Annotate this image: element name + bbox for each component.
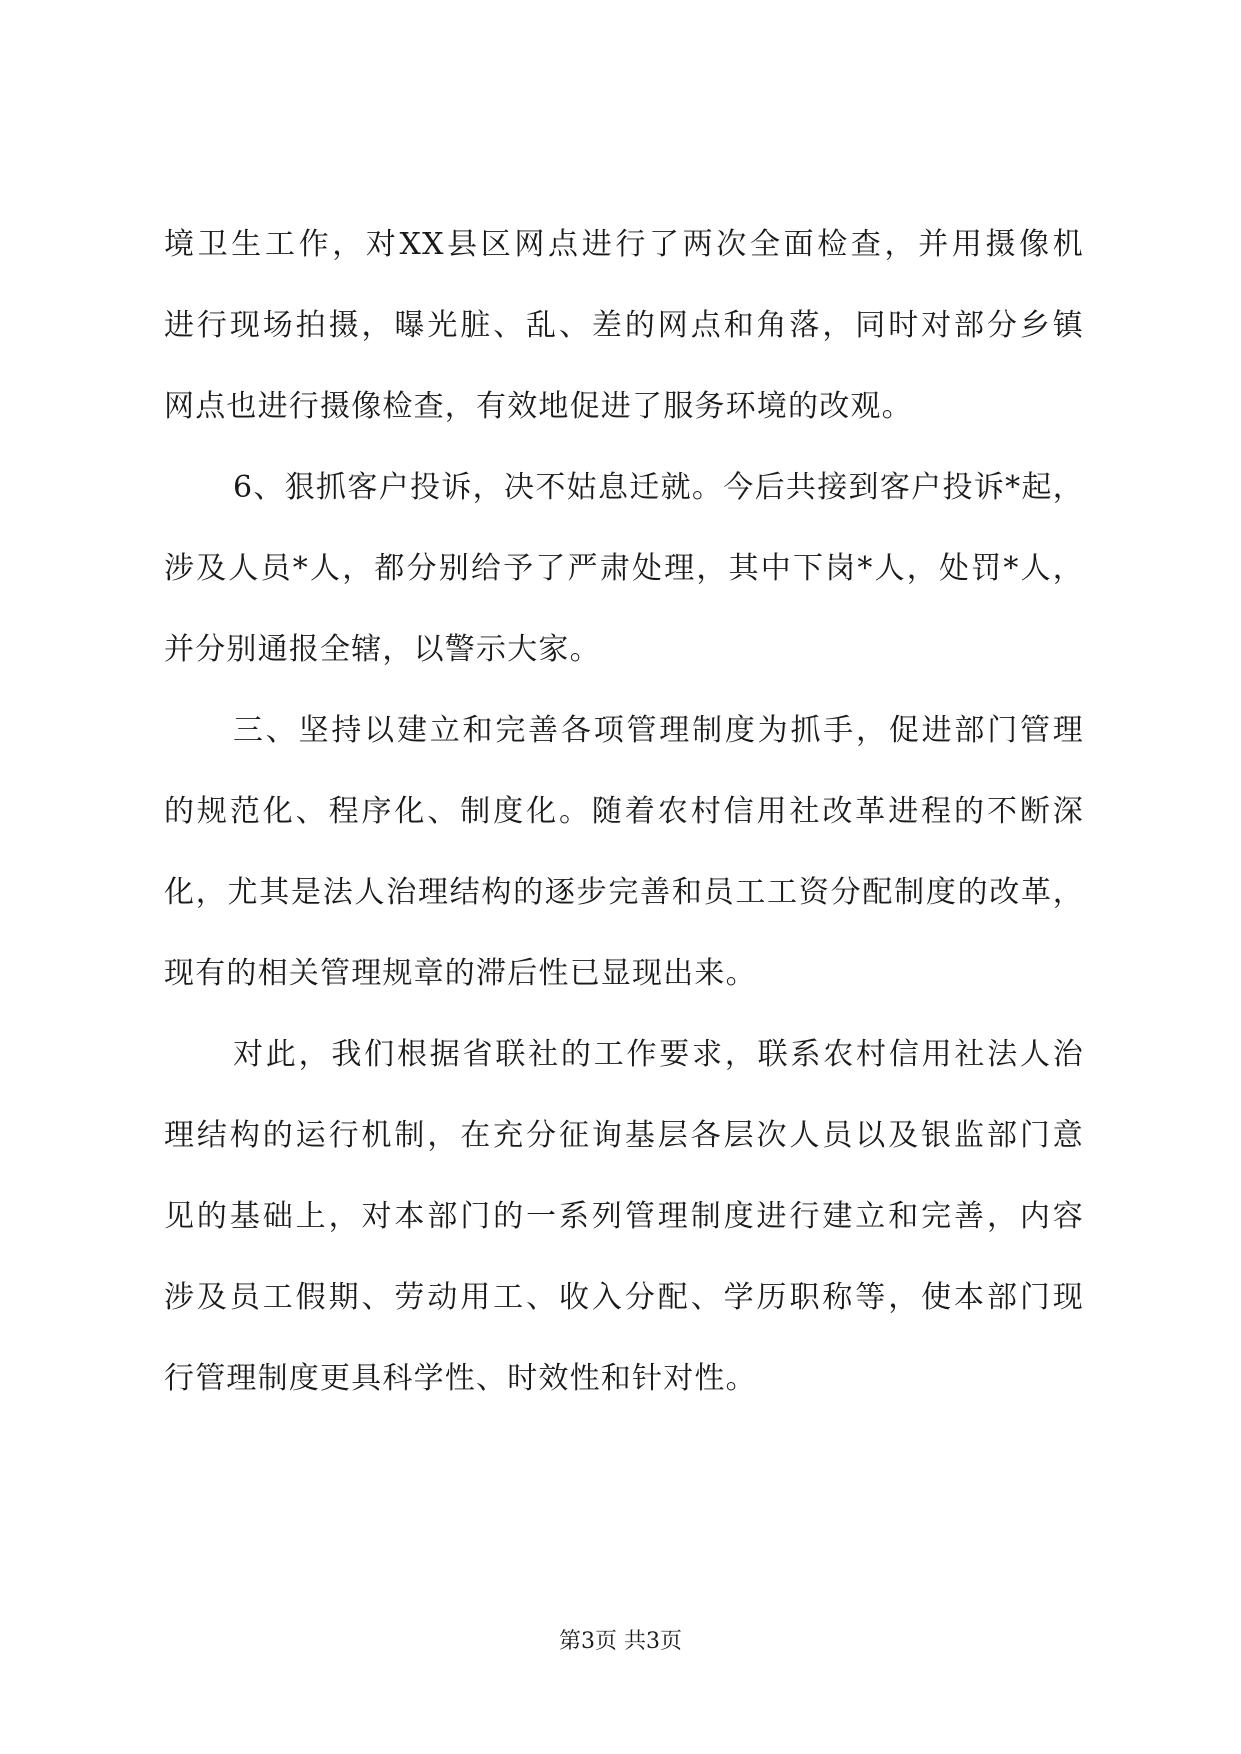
text-line: 进行现场拍摄，曝光脏、乱、差的网点和角落，同时对部分乡镇 xyxy=(164,308,1084,343)
body-text xyxy=(164,227,1084,1445)
text-line: 三、坚持以建立和完善各项管理制度为抓手，促进部门管理 xyxy=(233,713,1084,748)
text-line: 的规范化、程序化、制度化。随着农村信用社改革进程的不断深 xyxy=(164,794,1084,829)
text-line: 6、狠抓客户投诉，决不姑息迁就。今后共接到客户投诉*起， xyxy=(233,470,1084,505)
page-number-footer: 第3页 共3页 xyxy=(559,1629,682,1654)
text-line: 并分别通报全辖，以警示大家。 xyxy=(164,632,601,667)
text-line: 化，尤其是法人治理结构的逐步完善和员工工资分配制度的改革， xyxy=(164,875,1084,910)
text-line: 境卫生工作，对XX县区网点进行了两次全面检查，并用摄像机 xyxy=(164,227,1084,262)
text-line: 见的基础上，对本部门的一系列管理制度进行建立和完善，内容 xyxy=(164,1199,1084,1234)
text-line: 行管理制度更具科学性、时效性和针对性。 xyxy=(164,1361,757,1396)
text-line: 对此，我们根据省联社的工作要求，联系农村信用社法人治 xyxy=(233,1037,1084,1072)
text-line: 现有的相关管理规章的滞后性已显现出来。 xyxy=(164,956,757,991)
text-line: 涉及人员*人，都分别给予了严肃处理，其中下岗*人，处罚*人， xyxy=(164,551,1084,586)
text-line: 理结构的运行机制，在充分征询基层各层次人员以及银监部门意 xyxy=(164,1118,1084,1153)
text-line: 网点也进行摄像检查，有效地促进了服务环境的改观。 xyxy=(164,389,913,424)
text-line: 涉及员工假期、劳动用工、收入分配、学历职称等，使本部门现 xyxy=(164,1280,1084,1315)
